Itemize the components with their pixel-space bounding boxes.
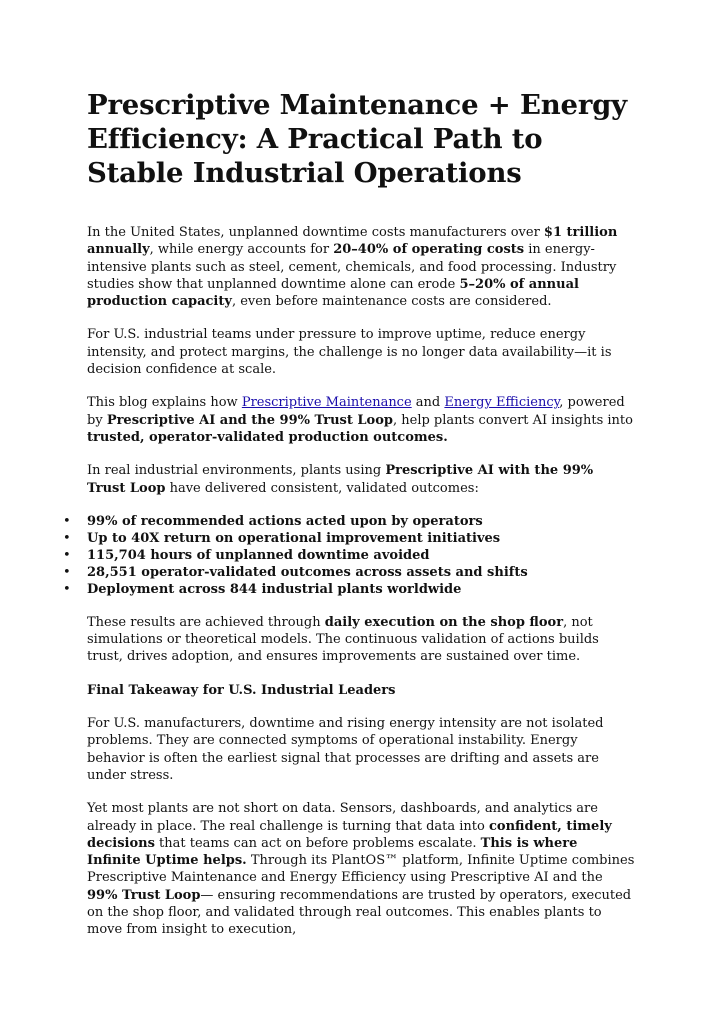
article-body <box>87 88 635 939</box>
intro-text-1: In the United States, unplanned downtime costs manufacturers over <box>87 225 544 240</box>
blog-text-2: and <box>411 395 445 411</box>
intro-bold-1: $1 trillion annually <box>87 225 618 258</box>
intro-paragraph <box>87 224 635 310</box>
final-bold-2: This is where Infinite Uptime helps. <box>87 835 578 869</box>
intro-text-2: , while energy accounts for <box>149 242 334 258</box>
outcome-item: • Deployment across 844 industrial plants worldwide <box>87 581 635 598</box>
intro-bold-3: 5–20% of annual production capacity <box>87 276 579 310</box>
real-bold-1: Prescriptive AI with the 99% Trust Loop <box>87 463 594 496</box>
blog-paragraph <box>87 394 635 446</box>
intro-text-4: , even before maintenance costs are considered. <box>231 294 552 310</box>
real-text-2: have delivered consistent, validated outcomes: <box>165 480 479 496</box>
final-paragraph <box>87 800 635 938</box>
takeaway-heading <box>87 682 635 699</box>
takeaway-heading-text: Final Takeaway for U.S. Industrial Leaders <box>87 682 396 698</box>
final-bold-1: confident, timely decisions <box>87 818 612 851</box>
real-text-1: In real industrial environments, plants using <box>87 463 386 479</box>
prescriptive-maintenance-link[interactable]: Prescriptive Maintenance <box>241 395 412 411</box>
blog-text-3: , powered by <box>87 395 625 428</box>
outcome-item: • Up to 40X return on operational improvement initiatives <box>87 530 635 547</box>
intro-bold-2: 20–40% of operating costs <box>333 242 525 258</box>
outcome-item: • 99% of recommended actions acted upon by operators <box>87 513 635 530</box>
blog-bold-1: Prescriptive AI and the 99% Trust Loop <box>106 412 393 428</box>
results-text-1: These results are achieved through <box>87 614 325 630</box>
page-title: Prescriptive Maintenance + Energy Efficiency: A Practical Path to Stable Industrial Operations <box>87 89 627 189</box>
results-bold-1: daily execution on the shop floor <box>324 614 564 630</box>
final-text-2: that teams can act on before problems escalate. <box>154 835 481 851</box>
final-text-4: — ensuring recommendations are trusted by operators, executed on the shop floor, and validated through real outcomes. This enables plants to move from insight to execution, <box>87 887 632 938</box>
results-paragraph <box>87 614 635 666</box>
downtime-paragraph: For U.S. manufacturers, downtime and rising energy intensity are not isolated problems. They are connected symptoms of operational instability. Energy behavior is often the earliest signal that processes are drifting and assets are under stress. <box>87 716 604 783</box>
results-text-2: , not simulations or theoretical models. The continuous validation of actions builds trust, drives adoption, and ensures improvements are sustained over time. <box>87 614 599 665</box>
energy-efficiency-link[interactable]: Energy Efficiency <box>444 395 560 411</box>
blog-bold-2: trusted, operator-validated production outcomes. <box>87 429 448 445</box>
outcomes-list <box>87 513 635 598</box>
blog-text-4: , help plants convert AI insights into <box>392 412 633 428</box>
blog-text-1: This blog explains how <box>87 395 242 411</box>
final-bold-3: 99% Trust Loop <box>87 887 201 903</box>
outcome-item: • 28,551 operator-validated outcomes across assets and shifts <box>87 564 635 581</box>
final-text-1: Yet most plants are not short on data. Sensors, dashboards, and analytics are already in place. The real challenge is turning that data into <box>87 801 598 834</box>
outcome-item: • 115,704 hours of unplanned downtime avoided <box>87 547 635 564</box>
final-text-3: Through its PlantOS™ platform, Infinite Uptime combines Prescriptive Maintenance and Energy Efficiency using Prescriptive AI and the <box>87 853 635 886</box>
real-environment-paragraph <box>87 462 635 497</box>
intro-text-3: in energy-intensive plants such as steel, cement, chemicals, and food processing. Industry studies show that unplanned downtime alone can erode <box>87 242 617 292</box>
pressure-paragraph: For U.S. industrial teams under pressure to improve uptime, reduce energy intensity, and protect margins, the challenge is no longer data availability—it is decision confidence at scale. <box>87 327 612 378</box>
